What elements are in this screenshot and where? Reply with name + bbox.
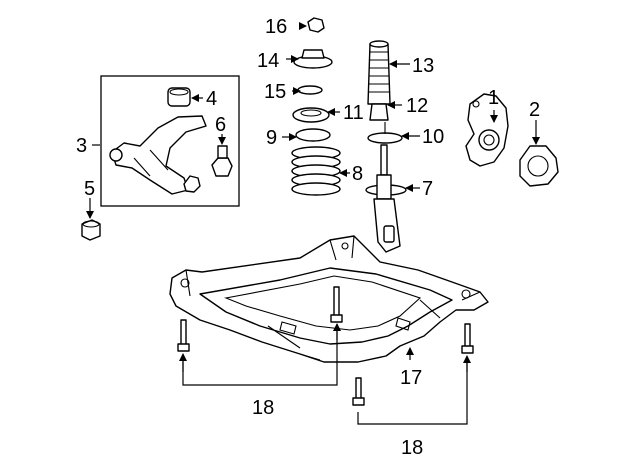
callout-1: 1	[488, 87, 500, 109]
strut-7	[366, 145, 406, 252]
insulator-9	[296, 129, 330, 141]
bushing-5	[82, 220, 100, 240]
callout-2: 2	[529, 99, 541, 121]
callout-4: 4	[206, 88, 218, 110]
callout-5: 5	[84, 178, 96, 200]
bolt-18-c	[353, 378, 364, 405]
control-arm-bushing	[168, 88, 190, 106]
callout-3: 3	[76, 135, 88, 157]
coil-spring-8	[292, 147, 340, 195]
ball-joint	[212, 146, 232, 176]
splash-shield-2	[520, 146, 558, 186]
spring-seat-11	[293, 108, 329, 122]
bump-stop-12	[370, 104, 388, 120]
callout-15: 15	[264, 81, 287, 103]
callout-17: 17	[400, 367, 423, 389]
bolt-18-a	[178, 320, 189, 351]
callout-13: 13	[412, 55, 435, 77]
callout-6: 6	[215, 114, 227, 136]
strut-mount-14	[294, 50, 332, 68]
callout-18-right: 18	[401, 437, 424, 459]
callout-11: 11	[343, 102, 364, 124]
callout-10: 10	[422, 126, 445, 148]
dust-boot-13	[368, 41, 390, 104]
ball-joint-small	[184, 176, 200, 192]
nut-16	[308, 18, 324, 32]
callout-16: 16	[265, 16, 288, 38]
callout-7: 7	[422, 178, 434, 200]
callout-14: 14	[257, 50, 280, 72]
washer-15	[298, 86, 322, 94]
engine-cradle-17	[170, 236, 488, 362]
bolt-18-d	[462, 324, 473, 353]
callout-9: 9	[266, 127, 278, 149]
callout-18-left: 18	[252, 397, 275, 419]
callout-8: 8	[352, 163, 364, 185]
upper-spring-seat-10	[368, 122, 402, 143]
callout-12: 12	[406, 95, 429, 117]
steering-knuckle-1	[466, 94, 508, 166]
